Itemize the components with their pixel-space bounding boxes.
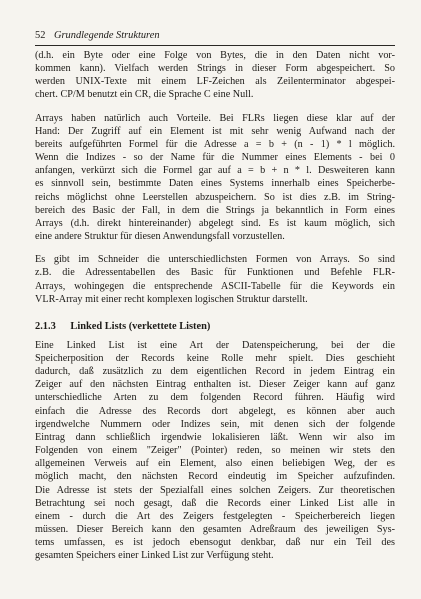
running-head (35, 30, 395, 42)
text-line: reichs möglichst ohne Leerstellen abzuspeichern. So ist dies z.B. im String- (35, 191, 395, 203)
text-line: allgemeinen Verweis auf ein Element, also einen beliebigen Weg, der es (35, 458, 395, 470)
text-line: anfangen, verkürzt sich die Formel gar auf a = b + n * l. Desweiteren kann (35, 165, 395, 177)
paragraph (35, 253, 395, 306)
text-line: unterschiedliche Arten zu dem folgenden Record führen. Häufig wird (35, 392, 395, 404)
text-line: Eintrag dann schließlich irgendwie lokalisieren läßt. Wenn wir also im (35, 431, 395, 443)
text-line: einfach die Adresse des Records dort abgelegt, es können aber auch (35, 405, 395, 417)
text-line: Eine Linked List ist eine Art der Datenspeicherung, bei der die (35, 339, 395, 351)
page-body (35, 49, 395, 562)
page-number: 52 (35, 30, 46, 41)
text-line: irgendwelche Nummern oder Indizes sein, mit denen sich der folgende (35, 418, 395, 430)
text-line: Wenn die Indizes - so der Name für die Nummer eines Elements - bei 0 (35, 152, 395, 164)
text-line: Es gibt im Schneider die unterschiedlichsten Formen von Arrays. So sind (35, 254, 395, 266)
text-line: Die Adresse ist stets der Spezialfall eines solchen Zeigers. Zur theoretischen (35, 484, 395, 496)
text-line: Folgenden von einem "Zeiger" (Pointer) reden, so meinen wir stets den (35, 445, 395, 457)
text-line: (d.h. ein Byte oder eine Folge von Bytes, die in den Daten nicht vor- (35, 50, 395, 61)
paragraph (35, 49, 395, 102)
text-line: bereich des Basic der Fall, in dem die Strings ja bekanntlich in Form eines (35, 204, 395, 216)
text-line: Arrays, wohingegen die entsprechende ASCII-Tabelle für die Keywords ein (35, 280, 395, 292)
paragraph (35, 112, 395, 244)
text-line: Betrachtung sei noch gesagt, daß die Records einer Linked List alle in (35, 497, 395, 509)
text-line: Zeiger auf den nächsten Eintrag enthalten ist. Dieser Zeiger kann auf ganz (35, 379, 395, 391)
text-line: eine andere Struktur für diesen Anwendungsfall vorzustellen. (35, 231, 285, 243)
text-line: z.B. die Adressentabellen des Basic für Funktionen und Befehle FLR- (35, 267, 395, 279)
section-heading (35, 320, 395, 333)
text-line: tems umfassen, es ist jedoch ebensogut denkbar, daß nur ein Teil des (35, 537, 395, 549)
text-line: einem - durch die Art des Zeigers festgelegten - Speicherbereich liegen (35, 510, 395, 522)
chapter-title: Grundlegende Strukturen (54, 30, 160, 41)
text-line: Arrays (d.h. direkt hintereinander) abgelegt sind. Es ist kaum möglich, sich (35, 217, 395, 229)
paragraph (35, 339, 395, 563)
text-line: gesamten Speichers einer Linked List zur Verfügung steht. (35, 550, 274, 562)
text-line: kommen kann). Vielfach werden Strings in dieser Form abgespeichert. So (35, 63, 395, 75)
text-line: Arrays haben natürlich auch Vorteile. Bei FLRs liegen diese klar auf der (35, 112, 395, 124)
text-line: VLR-Array mit einer recht komplexen logischen Struktur darstellt. (35, 293, 308, 305)
section-number: 2.1.3 (35, 320, 56, 332)
text-line: es sinnvoll sein, bestimmte Daten eines Systems innerhalb eines Speicherbe- (35, 178, 395, 190)
text-line: dadurch, daß zusätzlich zu dem eigentlichen Record in jedem Eintrag ein (35, 366, 395, 378)
text-line: Speicherposition der Records keine Rolle mehr spielt. Dies geschieht (35, 352, 395, 364)
header-rule (35, 45, 395, 46)
section-title: Linked Lists (verkettete Listen) (70, 320, 211, 332)
text-line: werden UNIX-Texte mit einem LF-Zeichen als Zeilenterminator abgespei- (35, 76, 395, 88)
text-line: chert. CP/M benutzt ein CR, die Sprache C eine Null. (35, 89, 254, 101)
text-line: Hand: Der Zugriff auf ein Element ist mit sehr wenig Aufwand nach der (35, 125, 395, 137)
text-line: möglich macht, den nächsten Record eindeutig im Speicher aufzufinden. (35, 471, 395, 483)
text-line: bereits aufgeführten Formel für die Adresse a = b + (n - 1) * l möglich. (35, 138, 395, 150)
text-line: müssen. Dieser Bereich kann den gesamten Adreßraum des jeweiligen Sys- (35, 524, 395, 535)
